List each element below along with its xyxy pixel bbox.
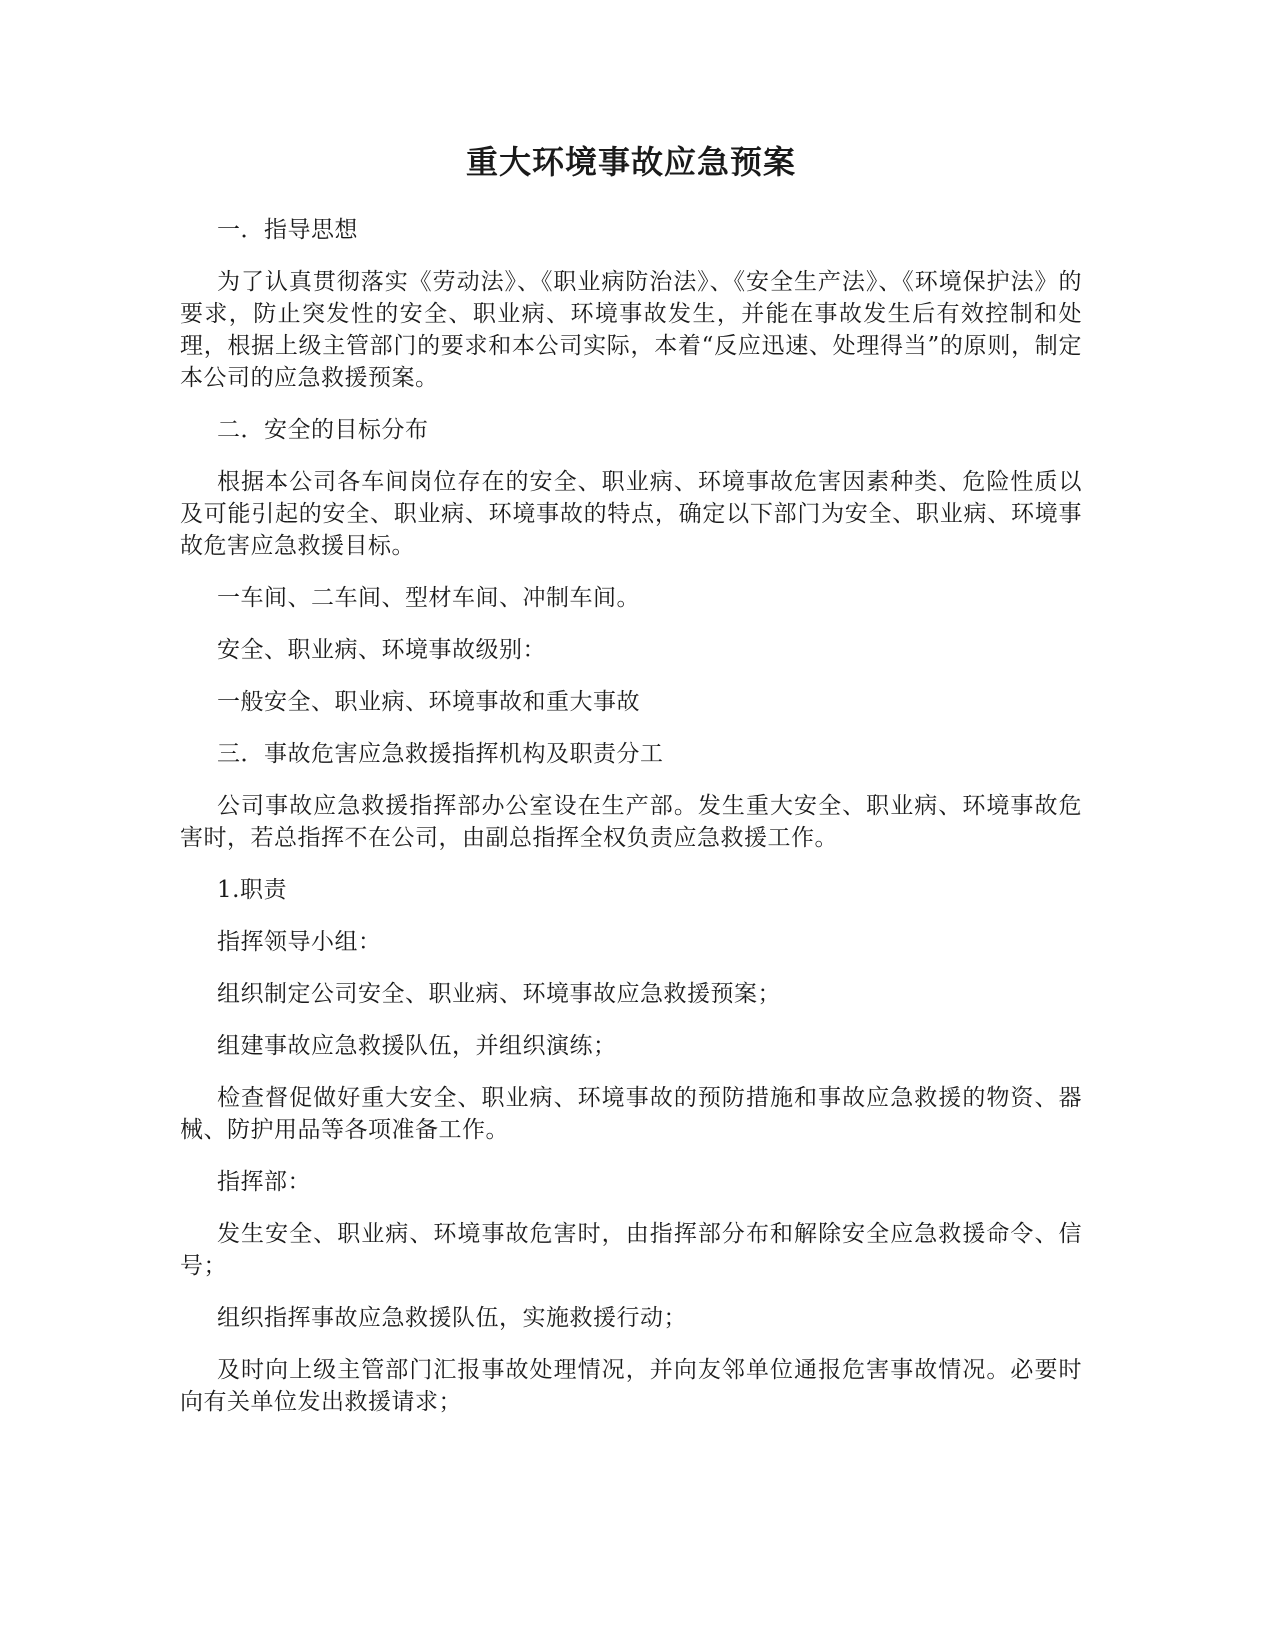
paragraph: 及时向上级主管部门汇报事故处理情况，并向友邻单位通报危害事故情况。必要时向有关单位发出救援请求； bbox=[180, 1357, 1082, 1415]
subsection-heading: 1.职责 bbox=[217, 877, 287, 903]
document-title: 重大环境事故应急预案 bbox=[465, 143, 796, 181]
paragraph: 一般安全、职业病、环境事故和重大事故 bbox=[217, 689, 640, 715]
paragraph: 组建事故应急救援队伍，并组织演练； bbox=[217, 1033, 617, 1059]
paragraph: 指挥部： bbox=[217, 1169, 311, 1195]
section-heading-2: 二．安全的目标分布 bbox=[217, 417, 429, 443]
paragraph: 公司事故应急救援指挥部办公室设在生产部。发生重大安全、职业病、环境事故危害时，若总指挥不在公司，由副总指挥全权负责应急救援工作。 bbox=[180, 793, 1082, 851]
paragraph: 根据本公司各车间岗位存在的安全、职业病、环境事故危害因素种类、危险性质以及可能引起的安全、职业病、环境事故的特点，确定以下部门为安全、职业病、环境事故危害应急救援目标。 bbox=[180, 469, 1082, 559]
paragraph: 安全、职业病、环境事故级别： bbox=[217, 637, 546, 663]
document-page bbox=[180, 140, 1082, 1438]
paragraph: 一车间、二车间、型材车间、冲制车间。 bbox=[217, 585, 640, 611]
section-heading-3: 三．事故危害应急救援指挥机构及职责分工 bbox=[217, 741, 664, 767]
paragraph: 检查督促做好重大安全、职业病、环境事故的预防措施和事故应急救援的物资、器械、防护用品等各项准备工作。 bbox=[180, 1085, 1082, 1143]
section-heading-1: 一．指导思想 bbox=[217, 217, 358, 243]
paragraph: 为了认真贯彻落实《劳动法》、《职业病防治法》、《安全生产法》、《环境保护法》的要求，防止突发性的安全、职业病、环境事故发生，并能在事故发生后有效控制和处理，根据上级主管部门的要求和本公司实际，本着“反应迅速、处理得当”的原则，制定本公司的应急救援预案。 bbox=[180, 269, 1082, 391]
paragraph: 发生安全、职业病、环境事故危害时，由指挥部分布和解除安全应急救援命令、信号； bbox=[180, 1221, 1082, 1279]
paragraph: 组织制定公司安全、职业病、环境事故应急救援预案； bbox=[217, 981, 781, 1007]
paragraph: 指挥领导小组： bbox=[217, 929, 382, 955]
paragraph: 组织指挥事故应急救援队伍，实施救援行动； bbox=[217, 1305, 687, 1331]
